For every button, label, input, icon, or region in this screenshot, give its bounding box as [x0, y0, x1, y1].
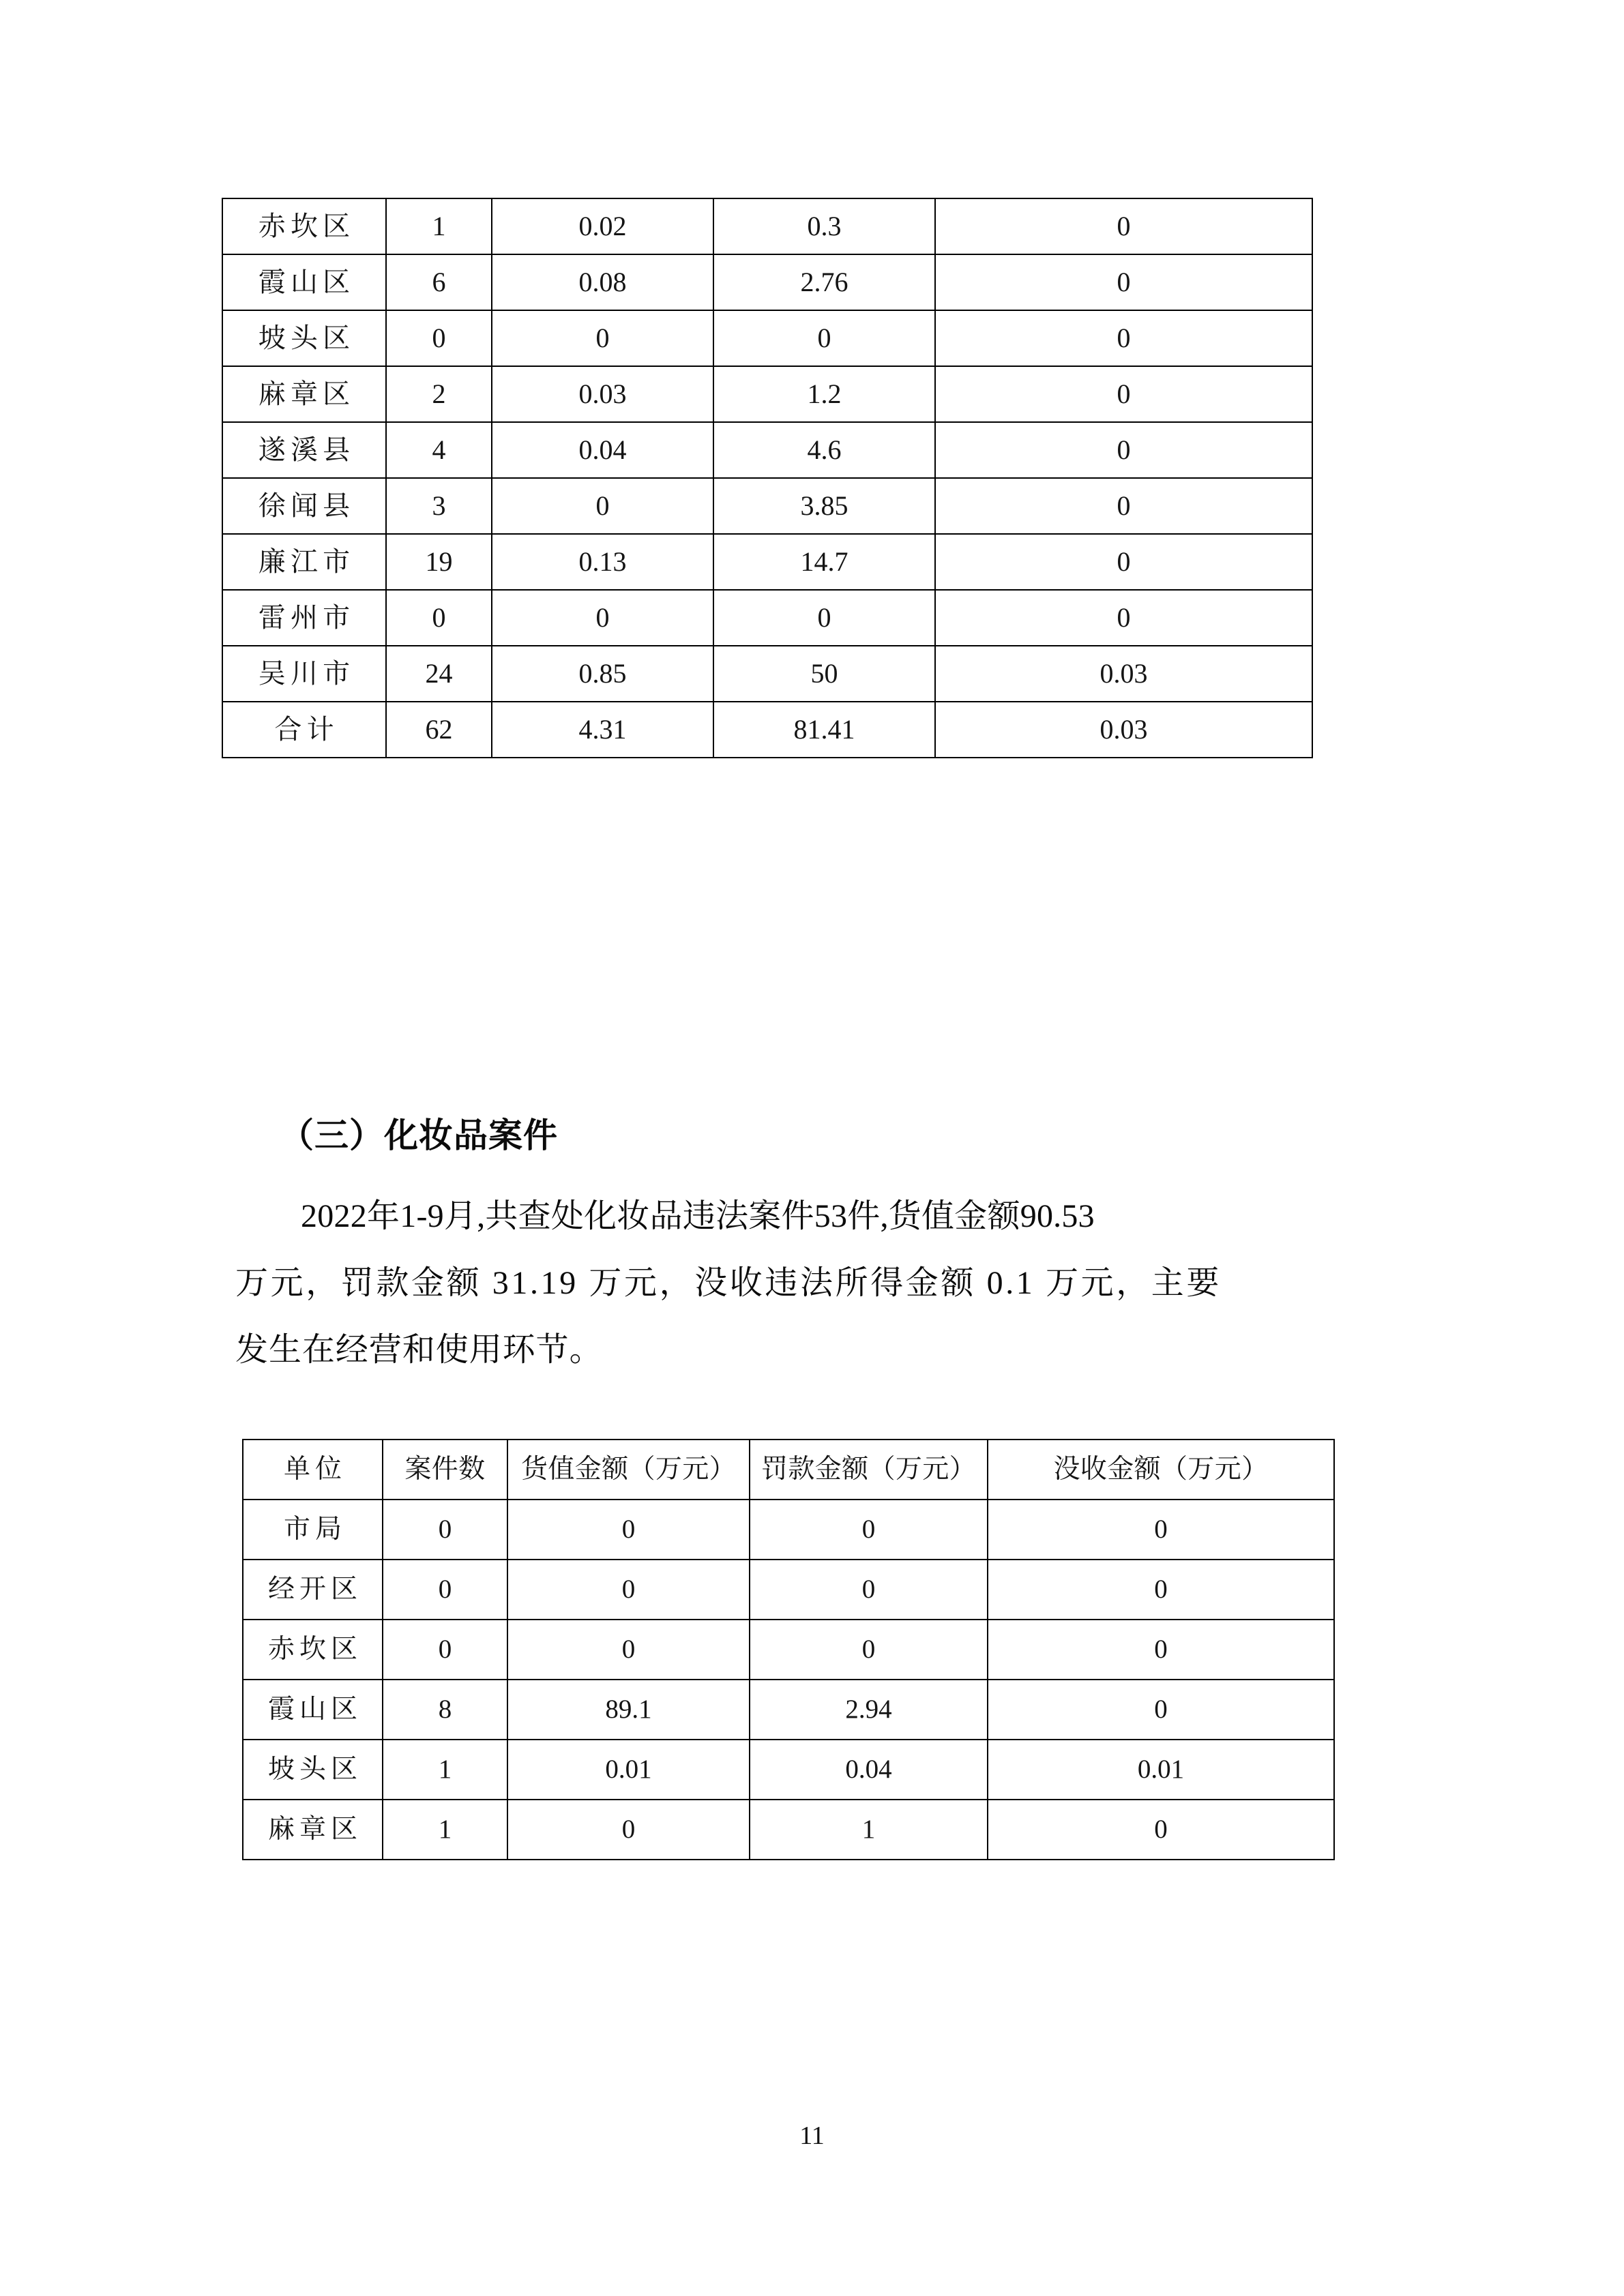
table-row: [222, 254, 1312, 310]
table-row: [243, 1620, 1334, 1680]
cell-unit: 徐闻县: [222, 478, 386, 534]
cell-goods-value: 0: [507, 1620, 750, 1680]
cell-fine-amount: 0: [750, 1620, 988, 1680]
cosmetics-cases-table-container: [242, 1439, 1333, 1860]
cell-case-count: 19: [386, 534, 492, 590]
cell-unit: 坡头区: [243, 1740, 383, 1800]
cell-fine-amount: 0: [713, 310, 935, 366]
cell-confiscated-amount: 0: [935, 366, 1312, 422]
cell-unit: 经开区: [243, 1560, 383, 1620]
cell-goods-value: 0: [492, 310, 713, 366]
cell-goods-value: 4.31: [492, 702, 713, 758]
table-row: [243, 1500, 1334, 1560]
cell-goods-value: 0.01: [507, 1740, 750, 1800]
cell-fine-amount: 3.85: [713, 478, 935, 534]
cosmetics-cases-table-body: [243, 1500, 1334, 1860]
cell-unit: 市局: [243, 1500, 383, 1560]
page-number: 11: [799, 2121, 825, 2150]
cell-goods-value: 0.03: [492, 366, 713, 422]
paragraph-line-3: 发生在经营和使用环节。: [235, 1332, 603, 1368]
cell-fine-amount: 2.76: [713, 254, 935, 310]
cell-goods-value: 0.13: [492, 534, 713, 590]
cell-unit: 雷州市: [222, 590, 386, 646]
cell-confiscated-amount: 0: [935, 590, 1312, 646]
cell-fine-amount: 0.04: [750, 1740, 988, 1800]
cell-goods-value: 89.1: [507, 1680, 750, 1740]
drug-cases-table-body: [222, 198, 1312, 758]
table-row: [222, 478, 1312, 534]
cell-case-count: 2: [386, 366, 492, 422]
table-row: [243, 1560, 1334, 1620]
drug-cases-table-container: [222, 198, 1312, 758]
cell-unit: 赤坎区: [243, 1620, 383, 1680]
table-row: [243, 1740, 1334, 1800]
cell-case-count: 0: [386, 590, 492, 646]
cell-unit: 吴川市: [222, 646, 386, 702]
cell-confiscated-amount: 0: [988, 1800, 1334, 1860]
cell-unit: 霞山区: [222, 254, 386, 310]
cell-fine-amount: 0.3: [713, 198, 935, 254]
cell-fine-amount: 0: [713, 590, 935, 646]
cell-case-count: 3: [386, 478, 492, 534]
cell-case-count: 1: [383, 1740, 507, 1800]
cell-fine-amount: 1: [750, 1800, 988, 1860]
table-row: [222, 366, 1312, 422]
cell-goods-value: 0: [492, 590, 713, 646]
cell-goods-value: 0: [507, 1800, 750, 1860]
table-row: [222, 702, 1312, 758]
table-row: [222, 422, 1312, 478]
cell-confiscated-amount: 0: [988, 1500, 1334, 1560]
column-header-fine-amount: 罚款金额（万元）: [750, 1440, 988, 1500]
table-row: [222, 310, 1312, 366]
cell-goods-value: 0.02: [492, 198, 713, 254]
table-row: [243, 1680, 1334, 1740]
column-header-case-count: 案件数: [383, 1440, 507, 1500]
cosmetics-cases-table: [242, 1439, 1335, 1860]
paragraph-line-2: 万元，罚款金额 31.19 万元，没收违法所得金额 0.1 万元，主要: [235, 1265, 1222, 1301]
cell-unit: 赤坎区: [222, 198, 386, 254]
column-header-goods-value: 货值金额（万元）: [507, 1440, 750, 1500]
cell-unit: 霞山区: [243, 1680, 383, 1740]
column-header-confiscated-amount: 没收金额（万元）: [988, 1440, 1334, 1500]
cell-confiscated-amount: 0: [988, 1620, 1334, 1680]
cosmetics-cases-table-head: [243, 1440, 1334, 1500]
column-header-unit: 单位: [243, 1440, 383, 1500]
cell-case-count: 0: [383, 1560, 507, 1620]
table-header-row: [243, 1440, 1334, 1500]
cell-goods-value: 0: [507, 1560, 750, 1620]
cell-confiscated-amount: 0: [935, 254, 1312, 310]
cell-confiscated-amount: 0.01: [988, 1740, 1334, 1800]
cell-unit: 廉江市: [222, 534, 386, 590]
table-row: [222, 590, 1312, 646]
cell-case-count: 1: [386, 198, 492, 254]
cell-fine-amount: 81.41: [713, 702, 935, 758]
cell-unit: 坡头区: [222, 310, 386, 366]
cell-case-count: 62: [386, 702, 492, 758]
cell-goods-value: 0.85: [492, 646, 713, 702]
cell-case-count: 0: [386, 310, 492, 366]
cell-case-count: 0: [383, 1620, 507, 1680]
cell-unit: 遂溪县: [222, 422, 386, 478]
cell-unit: 合计: [222, 702, 386, 758]
cell-fine-amount: 50: [713, 646, 935, 702]
cell-goods-value: 0: [507, 1500, 750, 1560]
cell-confiscated-amount: 0.03: [935, 646, 1312, 702]
cell-fine-amount: 2.94: [750, 1680, 988, 1740]
cell-unit: 麻章区: [222, 366, 386, 422]
cell-confiscated-amount: 0: [935, 478, 1312, 534]
cell-goods-value: 0.08: [492, 254, 713, 310]
cell-fine-amount: 0: [750, 1500, 988, 1560]
drug-cases-table: [222, 198, 1313, 758]
table-row: [222, 646, 1312, 702]
cell-confiscated-amount: 0: [988, 1680, 1334, 1740]
table-row: [243, 1800, 1334, 1860]
cell-confiscated-amount: 0: [988, 1560, 1334, 1620]
cell-case-count: 8: [383, 1680, 507, 1740]
cell-case-count: 1: [383, 1800, 507, 1860]
table-row: [222, 534, 1312, 590]
section-heading-cosmetics-cases: （三）化妆品案件: [280, 1116, 558, 1154]
cell-goods-value: 0.04: [492, 422, 713, 478]
cell-confiscated-amount: 0: [935, 534, 1312, 590]
cell-goods-value: 0: [492, 478, 713, 534]
cell-confiscated-amount: 0: [935, 310, 1312, 366]
cell-case-count: 6: [386, 254, 492, 310]
cell-unit: 麻章区: [243, 1800, 383, 1860]
cell-fine-amount: 1.2: [713, 366, 935, 422]
cosmetics-summary-paragraph: [235, 1183, 1354, 1384]
cell-case-count: 0: [383, 1500, 507, 1560]
cell-confiscated-amount: 0: [935, 422, 1312, 478]
paragraph-line-1: 2022年1-9月,共查处化妆品违法案件53件,货值金额90.53: [301, 1198, 1095, 1234]
table-row: [222, 198, 1312, 254]
cell-confiscated-amount: 0: [935, 198, 1312, 254]
cell-fine-amount: 14.7: [713, 534, 935, 590]
cell-case-count: 24: [386, 646, 492, 702]
cell-confiscated-amount: 0.03: [935, 702, 1312, 758]
cell-fine-amount: 4.6: [713, 422, 935, 478]
cell-case-count: 4: [386, 422, 492, 478]
cell-fine-amount: 0: [750, 1560, 988, 1620]
